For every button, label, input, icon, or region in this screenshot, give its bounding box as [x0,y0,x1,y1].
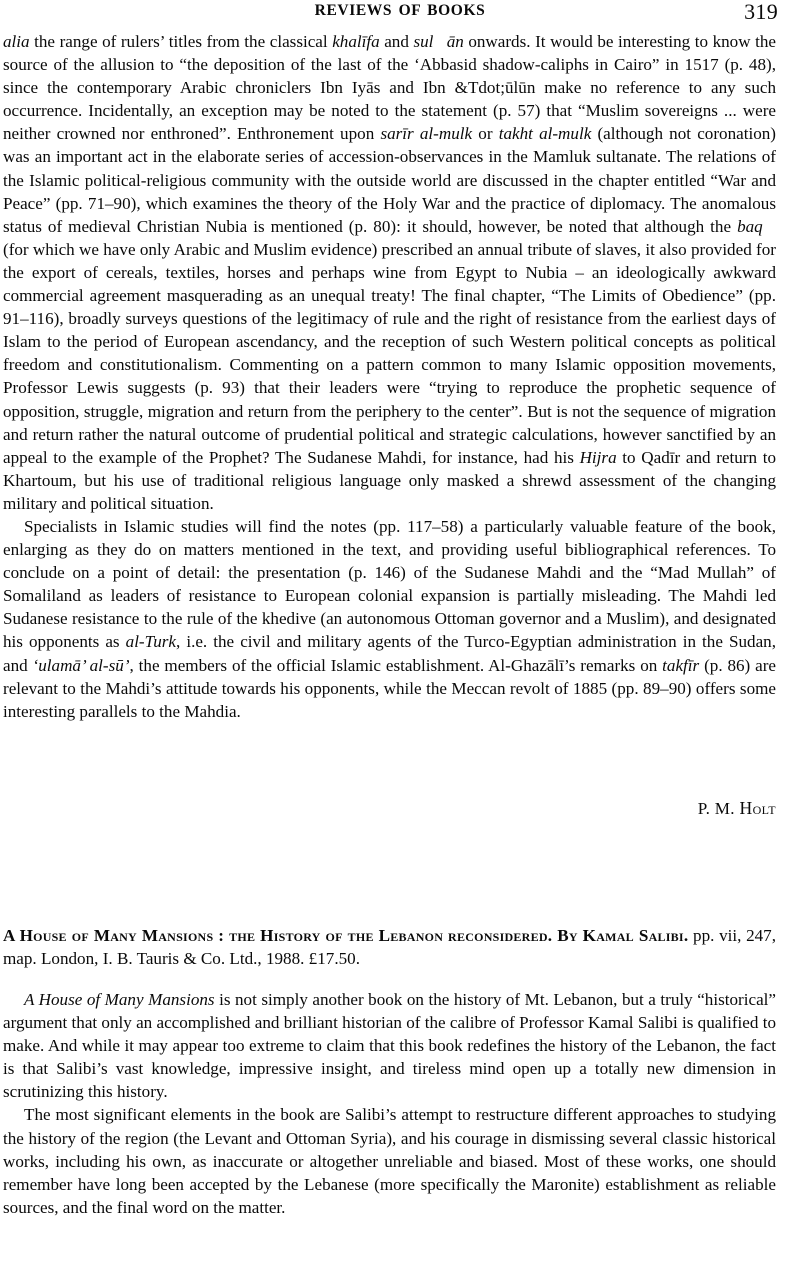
signature-initials: P. M. [697,799,740,818]
review-one-paragraph-2: Specialists in Islamic studies will find the notes (pp. 117–58) a particularly valuable feature of the book, enlarging as they do on matters mentioned in the text, and providing useful bibliographical references. To conclude on a point of detail: the presentation (p. 146) of the Sudanese Mahdi and the “Mad Mullah” of Somaliland as leaders of resistance to European colonial expansion is partially misleading. The Mahdi led Sudanese resistance to the rule of the khedive (an autonomous Ottoman governor and a Muslim), and designated his opponents as al-Turk, i.e. the civil and military agents of the Turco-Egyptian administration in the Sudan, and ‘ulamā’ al-sū’, the members of the official Islamic establishment. Al-Ghazālī’s remarks on takfīr (p. 86) are relevant to the Mahdi’s attitude towards his opponents, while the Meccan revolt of 1885 (pp. 89–90) offers some interesting parallels to the Mahdia. [3,516,776,721]
review-one-signature [3,798,776,819]
review-one-paragraph-1: alia the range of rulers’ titles from the classical khalīfa and sul⃛ān onwards. It would be interesting to know the source of the allusion to “the deposition of the last of the ‘Abbasid shadow-caliphs in Cairo” in 1517 (p. 48), since the contemporary Arabic chroniclers Ibn Iyās and Ibn &Tdot;ūlūn make no reference to any such occurrence. Incidentally, an exception may be noted to the statement (p. 57) that “Muslim sovereigns ... were neither crowned nor enthroned”. Enthronement upon sarīr al-mulk or takht al-mulk (although not coronation) was an important act in the elaborate series of accession-observances in the Mamluk sultanate. The relations of the Islamic political-religious community with the outside world are discussed in the chapter entitled “War and Peace” (pp. 71–90), which examines the theory of the Holy War and the practice of diplomacy. The anomalous status of medieval Christian Nubia is mentioned (p. 80): it should, however, be noted that although the baq⃛ (for which we have only Arabic and Muslim evidence) prescribed an annual tribute of slaves, it also provided for the export of cereals, textiles, horses and perhaps wine from Egypt to Nubia – an ideologically awkward commercial agreement masquerading as an unequal treaty! The final chapter, “The Limits of Obedience” (pp. 91–116), broadly surveys questions of the legitimacy of rule and the right of resistance from the earliest days of Islam to the period of European ascendancy, and the reception of such Western political concepts as political freedom and constitutionalism. Commenting on a pattern common to many Islamic opposition movements, Professor Lewis suggests (p. 93) that their leaders were “trying to reproduce the prophetic sequence of opposition, struggle, migration and return from the periphery to the center”. But is not the sequence of migration and return rather the natural outcome of prudential political and strategic calculations, however sanctified by an appeal to the example of the Prophet? The Sudanese Mahdi, for instance, had his Hijra to Qadīr and return to Khartoum, but his use of traditional religious language only masked a shrewd assessment of the changing military and political situation. [3,32,777,513]
signature-surname: Holt [739,798,776,818]
page-number: 319 [744,0,778,24]
running-head-title: REVIEWS OF BOOKS [314,2,486,19]
review-two-paragraph-2: The most significant elements in the book are Salibi’s attempt to restructure different approaches to studying the history of the region (the Levant and Ottoman Syria), and his courage in dismissing several classic historical works, including his own, as inaccurate or altogether unreliable and biased. Most of these works, one should remember have long been accepted by the Lebanese (more specifically the Maronite) establishment as reliable sources, and the final word on the matter. [3,1105,776,1217]
review-two-paragraph-1: A House of Many Mansions is not simply another book on the history of Mt. Lebanon, but a truly “historical” argument that only an accomplished and brilliant historian of the calibre of Professor Kamal Salibi is qualified to make. And while it may appear too extreme to claim that this book redefines the history of the Lebanon, the fact is that Salibi’s vast knowledge, impressive insight, and tireless mind open up a totally new dimension in scrutinizing this history. [3,990,776,1102]
book-imprint: pp. vii, 247, map. London, I. B. Tauris & Co. Ltd., 1988. £17.50. [3,926,777,969]
book-title: A House of Many Mansions : the History of the Lebanon reconsidered. [3,926,553,945]
review-two-heading [3,924,776,970]
review-one-body [3,30,776,723]
book-author: By Kamal Salibi. [552,926,689,945]
review-two-body [3,988,776,1219]
running-head [0,2,800,28]
